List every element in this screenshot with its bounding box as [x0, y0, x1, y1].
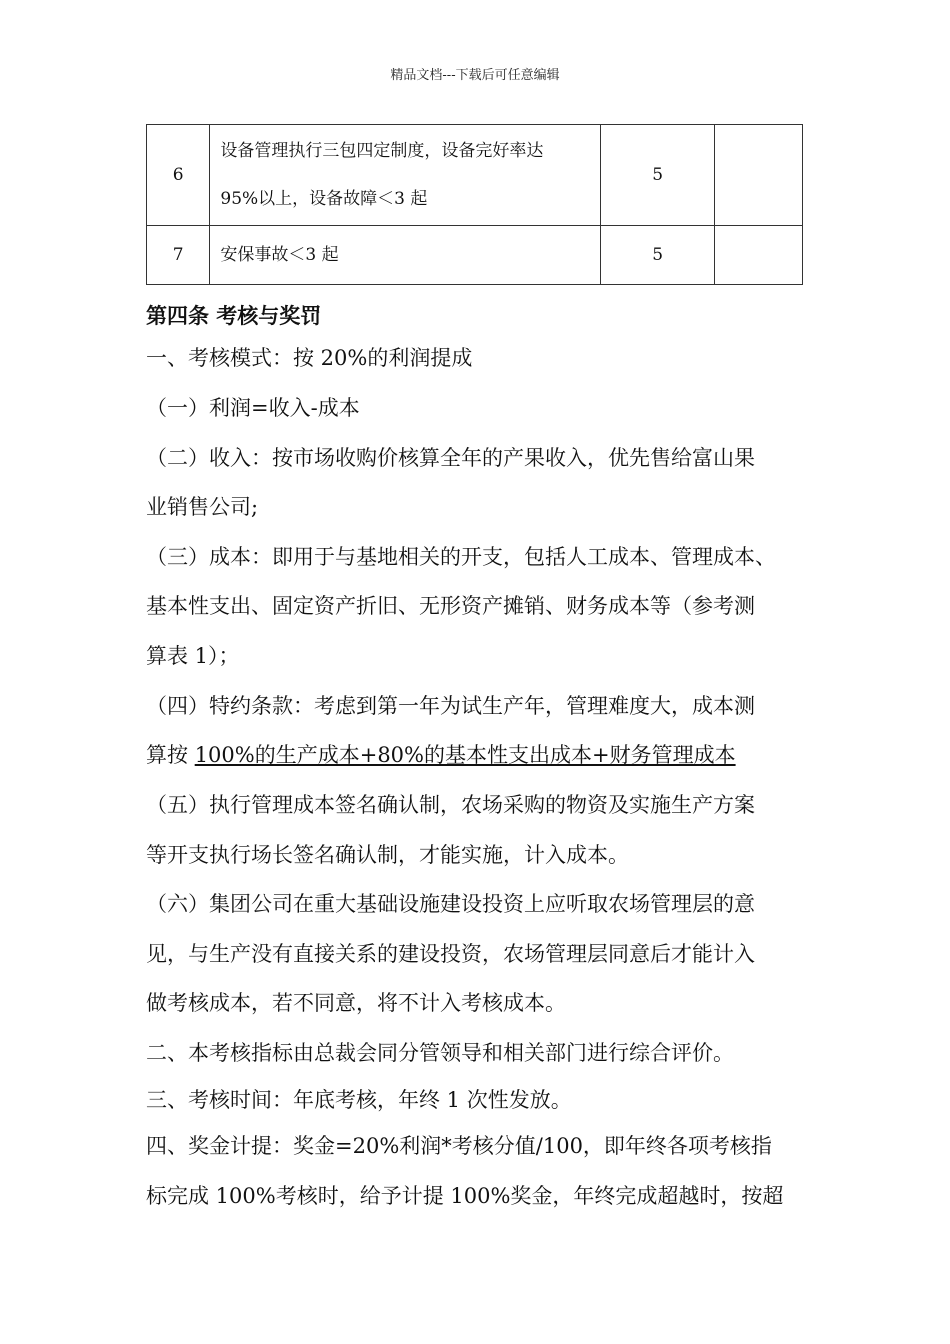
text-span: 算按 — [146, 743, 195, 767]
row-description: 安保事故＜3 起 — [210, 226, 601, 285]
section-title: 第四条 考核与奖罚 — [146, 303, 322, 328]
paragraph-line: 标完成 100%考核时，给予计提 100%奖金，年终完成超越时，按超 — [146, 1184, 784, 1208]
paragraph-line: 一、考核模式：按 20%的利润提成 — [146, 346, 473, 370]
row-description-line: 95%以上，设备故障＜3 起 — [220, 189, 428, 209]
paragraph-line: 三、考核时间：年底考核，年终 1 次性发放。 — [146, 1088, 572, 1112]
paragraph-line: （一）利润=收入-成本 — [146, 396, 360, 420]
row-number: 7 — [147, 226, 210, 285]
row-number: 6 — [147, 125, 210, 226]
table-row — [147, 226, 803, 285]
page-header: 精品文档---下载后可任意编辑 — [390, 68, 560, 83]
row-description — [210, 125, 601, 226]
paragraph-line: （四）特约条款：考虑到第一年为试生产年，管理难度大，成本测 — [146, 694, 755, 718]
table-row — [147, 125, 803, 226]
row-score: 5 — [601, 226, 715, 285]
row-remark — [715, 125, 803, 226]
paragraph-line: 业销售公司; — [146, 495, 259, 519]
paragraph-line — [146, 739, 736, 769]
paragraph-line: （二）收入：按市场收购价核算全年的产果收入，优先售给富山果 — [146, 446, 755, 470]
underlined-formula: 100%的生产成本+80%的基本性支出成本+财务管理成本 — [194, 743, 736, 767]
score-table — [146, 124, 803, 285]
paragraph-line: （三）成本：即用于与基地相关的开支，包括人工成本、管理成本、 — [146, 545, 776, 569]
paragraph-line: 等开支执行场长签名确认制，才能实施，计入成本。 — [146, 843, 629, 867]
row-description-line: 设备管理执行三包四定制度，设备完好率达 — [220, 141, 544, 161]
row-remark — [715, 226, 803, 285]
paragraph-line: 见，与生产没有直接关系的建设投资，农场管理层同意后才能计入 — [146, 942, 755, 966]
paragraph-line: 二、本考核指标由总裁会同分管领导和相关部门进行综合评价。 — [146, 1041, 734, 1065]
paragraph-line: 四、奖金计提：奖金=20%利润*考核分值/100，即年终各项考核指 — [146, 1134, 772, 1158]
paragraph-line: （五）执行管理成本签名确认制，农场采购的物资及实施生产方案 — [146, 793, 755, 817]
paragraph-line: 做考核成本，若不同意，将不计入考核成本。 — [146, 991, 566, 1015]
paragraph-line: 算表 1）； — [146, 644, 240, 668]
paragraph-line: 基本性支出、固定资产折旧、无形资产摊销、财务成本等（参考测 — [146, 594, 755, 618]
row-score: 5 — [601, 125, 715, 226]
paragraph-line: （六）集团公司在重大基础设施建设投资上应听取农场管理层的意 — [146, 892, 755, 916]
